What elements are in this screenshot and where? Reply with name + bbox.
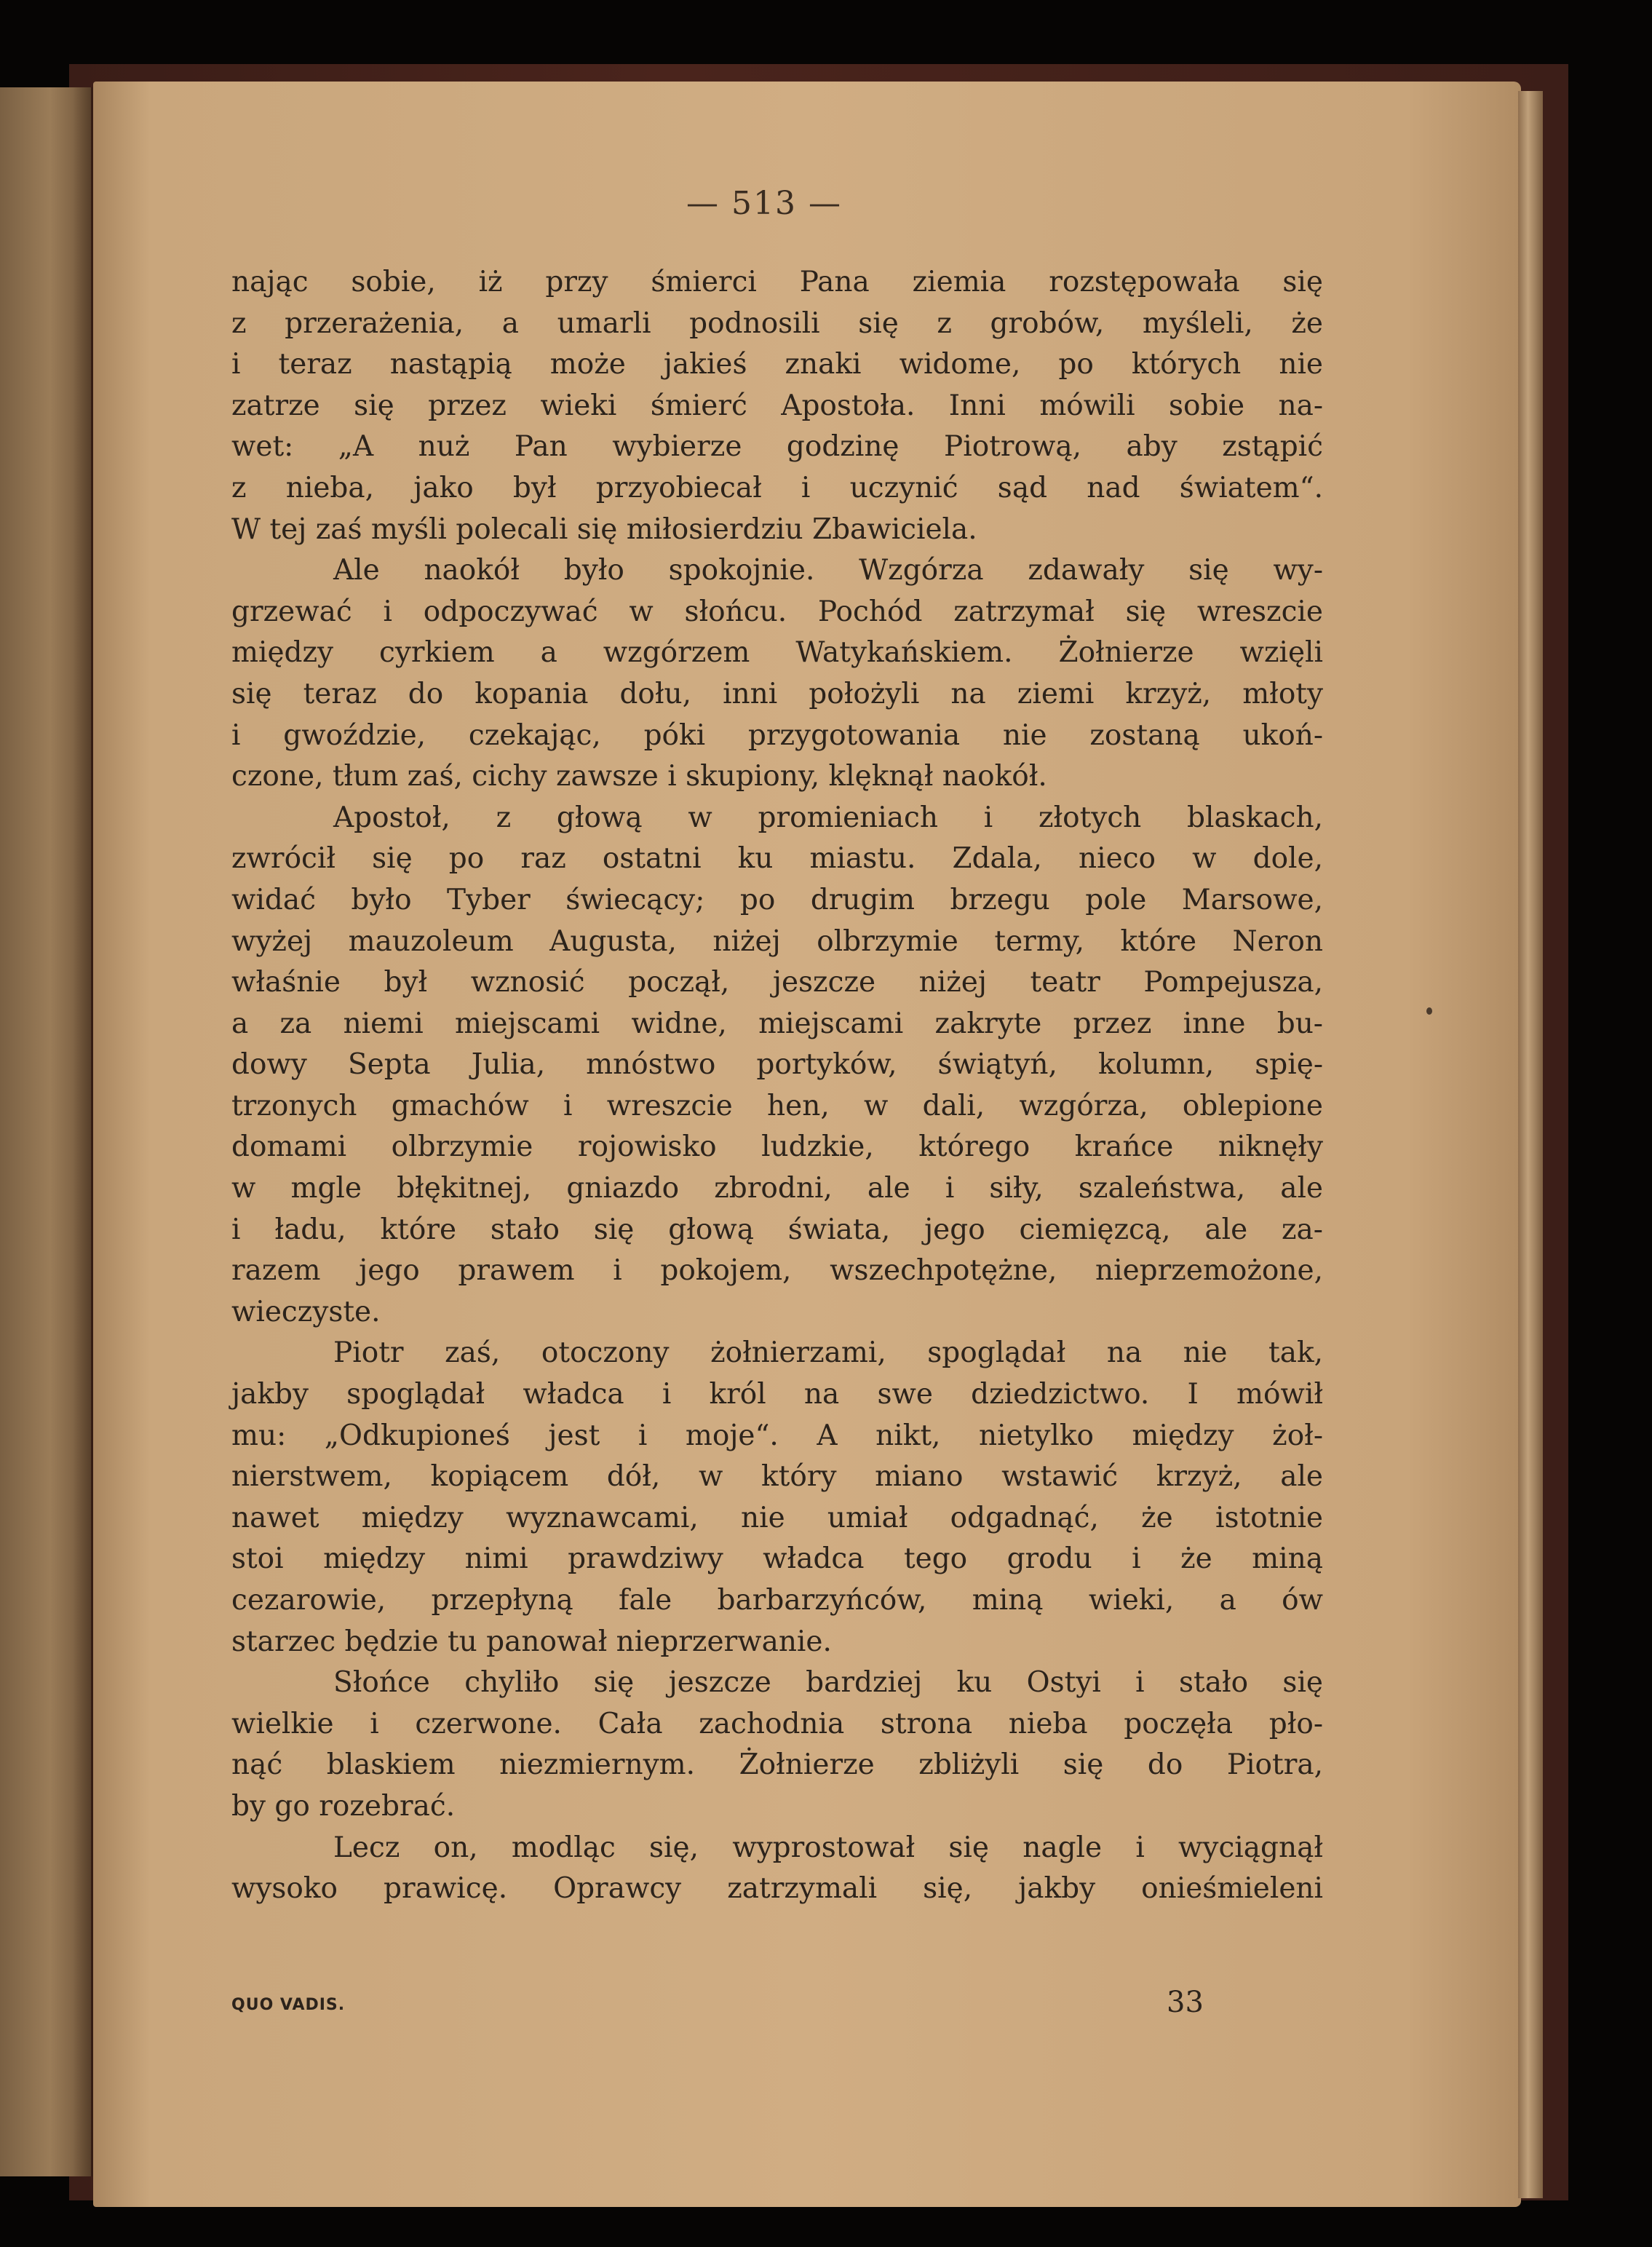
- text-line: by go rozebrać.: [231, 1789, 456, 1823]
- text-line: wet: „A nuż Pan wybierze godzinę Piotrową, aby zstąpić: [231, 430, 1323, 464]
- text-line: i gwoździe, czekając, póki przygotowania nie zostaną ukoń-: [231, 718, 1323, 752]
- text-line: w mgle błękitnej, gniazdo zbrodni, ale i siły, szaleństwa, ale: [231, 1172, 1323, 1205]
- text-line: nawet między wyznawcami, nie umiał odgadnąć, że istotnie: [231, 1501, 1323, 1534]
- text-line: zwrócił się po raz ostatni ku miastu. Zdala, nieco w dole,: [231, 842, 1323, 876]
- text-line: z przerażenia, a umarli podnosili się z grobów, myśleli, że: [231, 306, 1323, 340]
- ink-speck: [1426, 1007, 1432, 1015]
- body-text: [231, 262, 1323, 1910]
- text-line: jakby spoglądał władca i król na swe dziedzictwo. I mówił: [231, 1378, 1323, 1411]
- text-line: a za niemi miejscami widne, miejscami zakryte przez inne bu-: [231, 1007, 1323, 1040]
- text-line: razem jego prawem i pokojem, wszechpotężne, nieprzemożone,: [231, 1254, 1323, 1288]
- text-line: nąć blaskiem niezmiernym. Żołnierze zbliżyli się do Piotra,: [231, 1748, 1323, 1782]
- text-line: właśnie był wznosić począł, jeszcze niżej teatr Pompejusza,: [231, 966, 1323, 999]
- text-line: Piotr zaś, otoczony żołnierzami, spoglądał na nie tak,: [333, 1336, 1323, 1370]
- text-line: się teraz do kopania dołu, inni położyli na ziemi krzyż, młoty: [231, 677, 1323, 710]
- text-line: i ładu, które stało się głową świata, jego ciemięzcą, ale za-: [231, 1213, 1323, 1246]
- page-number-header: — 513 —: [686, 185, 842, 222]
- text-line: dowy Septa Julia, mnóstwo portyków, świątyń, kolumn, spię-: [231, 1048, 1323, 1082]
- page-footer: [231, 1986, 1323, 2029]
- text-line: z nieba, jako był przyobiecał i uczynić sąd nad światem“.: [231, 471, 1323, 504]
- page-stack-edge: [1518, 91, 1543, 2198]
- text-line: wyżej mauzoleum Augusta, niżej olbrzymie termy, które Neron: [231, 924, 1323, 958]
- text-line: między cyrkiem a wzgórzem Watykańskiem. Żołnierze wzięli: [231, 636, 1323, 670]
- text-line: domami olbrzymie rojowisko ludzkie, którego krańce niknęły: [231, 1130, 1323, 1164]
- text-line: Apostoł, z głową w promieniach i złotych blaskach,: [333, 801, 1323, 834]
- footer-signature: QUO VADIS.: [231, 1996, 346, 2014]
- text-line: nając sobie, iż przy śmierci Pana ziemia rozstępowała się: [231, 266, 1323, 298]
- text-line: starzec będzie tu panował nieprzerwanie.: [231, 1625, 832, 1658]
- text-line: mu: „Odkupioneś jest i moje“. A nikt, nietylko między żoł-: [231, 1419, 1323, 1452]
- text-line: wysoko prawicę. Oprawcy zatrzymali się, jakby onieśmieleni: [231, 1872, 1323, 1906]
- text-line: W tej zaś myśli polecali się miłosierdziu Zbawiciela.: [231, 512, 977, 546]
- text-line: nierstwem, kopiącem dół, w który miano wstawić krzyż, ale: [231, 1460, 1323, 1494]
- text-line: stoi między nimi prawdziwy władca tego grodu i że miną: [231, 1542, 1323, 1576]
- text-line: wieczyste.: [231, 1295, 381, 1328]
- text-line: wielkie i czerwone. Cała zachodnia strona nieba poczęła pło-: [231, 1707, 1323, 1740]
- text-line: Słońce chyliło się jeszcze bardziej ku Ostyi i stało się: [333, 1666, 1323, 1700]
- text-line: widać było Tyber świecący; po drugim brzegu pole Marsowe,: [231, 883, 1323, 916]
- text-line: trzonych gmachów i wreszcie hen, w dali, wzgórza, oblepione: [231, 1089, 1323, 1122]
- text-line: cezarowie, przepłyną fale barbarzyńców, miną wieki, a ów: [231, 1584, 1323, 1617]
- text-line: czone, tłum zaś, cichy zawsze i skupiony, klęknął naokół.: [231, 760, 1047, 793]
- text-line: Ale naokół było spokojnie. Wzgórza zdawały się wy-: [333, 554, 1323, 587]
- text-line: grzewać i odpoczywać w słońcu. Pochód zatrzymał się wreszcie: [231, 595, 1323, 628]
- text-line: i teraz nastąpią może jakieś znaki widome, po których nie: [231, 348, 1323, 381]
- sheet-number: 33: [1167, 1986, 1204, 2019]
- text-line: zatrze się przez wieki śmierć Apostoła. Inni mówili sobie na-: [231, 389, 1323, 422]
- text-line: Lecz on, modląc się, wyprostował się nagle i wyciągnął: [333, 1831, 1323, 1864]
